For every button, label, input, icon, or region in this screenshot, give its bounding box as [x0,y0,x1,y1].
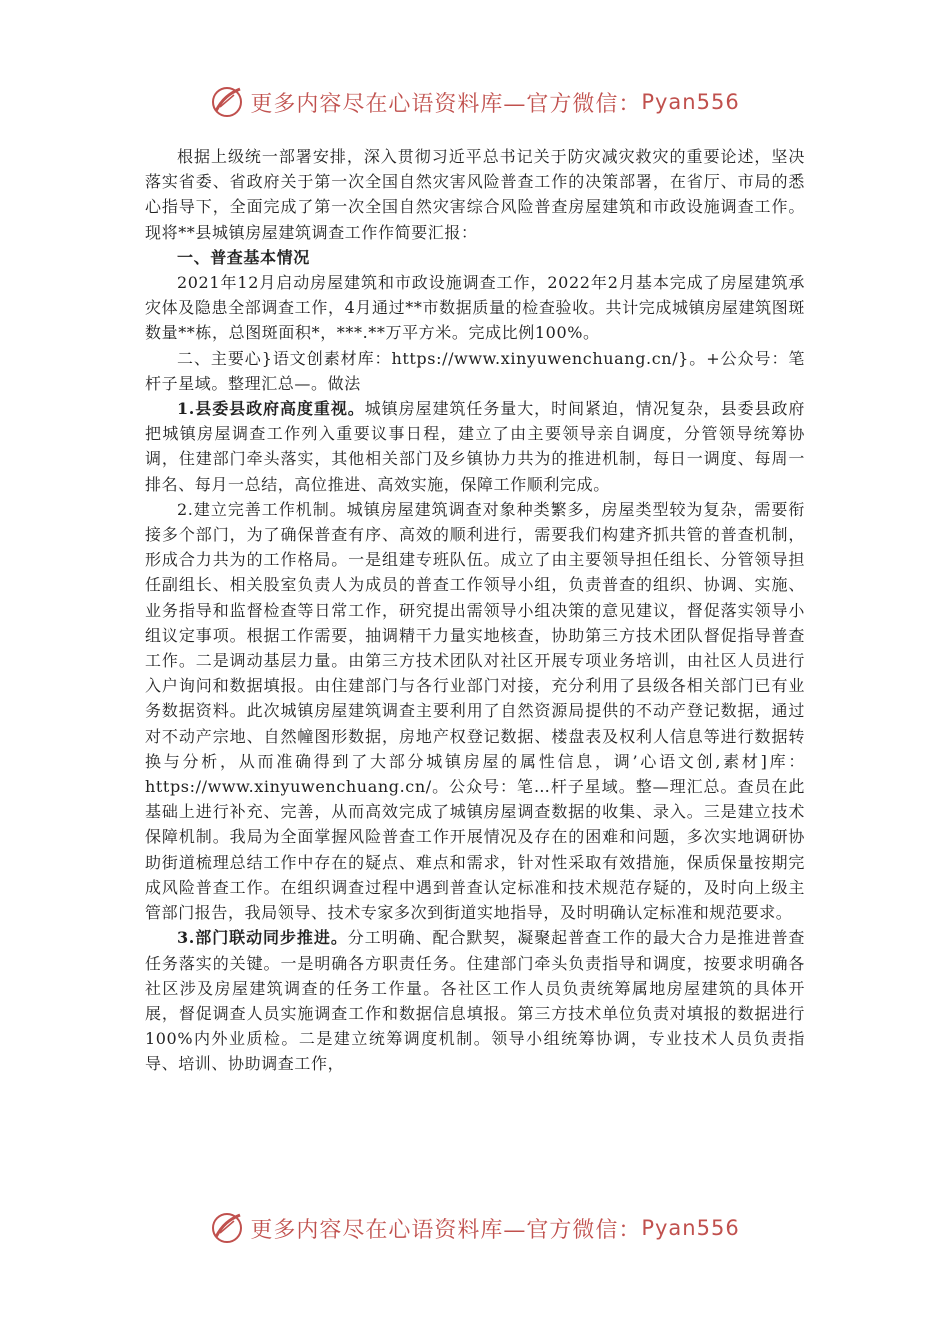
section1-paragraph: 2021年12月启动房屋建筑和市政设施调查工作，2022年2月基本完成了房屋建筑承灾体及隐患全部调查工作，4月通过**市数据质量的检查验收。共计完成城镇房屋建筑图斑数量**栋，总图斑面积*，***.**万平方米。完成比例100%。 [145,273,805,343]
item-body: 分工明确、配合默契，凝聚起普查工作的最大合力是推进普查任务落实的关键。一是明确各方职责任务。住建部门牵头负责指导和调度，按要求明确各社区涉及房屋建筑调查的任务工作量。各社区工作人员负责统筹属地房屋建筑的具体开展，督促调查人员实施调查工作和数据信息填报。第三方技术单位负责对填报的数据进行100%内外业质检。二是建立统筹调度机制。领导小组统筹协调，专业技术人员负责指导、培训、协助调查工作， [145,928,805,1074]
item-paragraph-3 [145,925,805,1076]
document-body [145,144,805,1077]
intro-paragraph: 根据上级统一部署安排，深入贯彻习近平总书记关于防灾减灾救灾的重要论述，坚决落实省委、省政府关于第一次全国自然灾害风险普查工作的决策部署，在省厅、市局的悉心指导下，全面完成了第一次全国自然灾害综合风险普查房屋建筑和市政设施调查工作。现将**县城镇房屋建筑调查工作作简要汇报： [145,147,805,242]
banner-id: Pyan556 [641,90,740,114]
banner-text: 更多内容尽在心语资料库—官方微信： [250,91,642,117]
pen-logo-icon [210,85,244,119]
item-paragraph-1 [145,396,805,497]
banner-id: Pyan556 [641,1216,740,1240]
item-body: 城镇房屋建筑调查对象种类繁多，房屋类型较为复杂，需要衔接多个部门，为了确保普查有序、高效的顺利进行，需要我们构建齐抓共管的普查机制，形成合力共为的工作格局。一是组建专班队伍。成立了由主要领导担任组长、分管领导担任副组长、相关股室负责人为成员的普查工作领导小组，负责普查的组织、协调、实施、业务指导和监督检查等日常工作，研究提出需领导小组决策的意见建议，督促落实领导小组议定事项。根据工作需要，抽调精干力量实地核查，协助第三方技术团队督促指导普查工作。二是调动基层力量。由第三方技术团队对社区开展专项业务培训，由社区人员进行入户询问和数据填报。由住建部门与各行业部门对接，充分利用了县级各相关部门已有业务数据资料。此次城镇房屋建筑调查主要利用了自然资源局提供的不动产登记数据，通过对不动产宗地、自然幢图形数据，房地产权登记数据、楼盘表及权利人信息等进行数据转换与分析，从而准确得到了大部分城镇房屋的属性信息，调’心语文创,素材]库：https://www.xinyuwenchuang.cn/。公众号：笔…杆子星域。整—理汇总。查员在此基础上进行补充、完善，从而高效完成了城镇房屋调查数据的收集、录入。三是建立技术保障机制。我局为全面掌握风险普查工作开展情况及存在的困难和问题，多次实地调研协助街道梳理总结工作中存在的疑点、难点和需求，针对性采取有效措施，保质保量按期完成风险普查工作。在组织调查过程中遇到普查认定标准和技术规范存疑的，及时向上级主管部门报告，我局领导、技术专家多次到街道实地指导，及时明确认定标准和规范要求。 [145,499,805,923]
pen-logo-icon [210,1211,244,1245]
item-body: 城镇房屋建筑任务量大，时间紧迫，情况复杂，县委县政府把城镇房屋调查工作列入重要议事日程，建立了由主要领导亲自调度，分管领导统筹协调，住建部门牵头落实，其他相关部门及乡镇协力共为的推进机制，每日一调度、每周一排名、每月一总结，高位推进、高效实施，保障工作顺利完成。 [145,399,805,494]
header-banner [0,80,950,124]
banner-text: 更多内容尽在心语资料库—官方微信： [250,1217,642,1243]
section2-heading: 二、主要心}语文创素材库：https://www.xinyuwenchuang.cn/}。+公众号：笔杆子星域。整理汇总—。做法 [145,348,805,393]
footer-banner [0,1206,950,1250]
item-paragraph-2 [145,497,805,925]
item-title: 3.部门联动同步推进。 [177,928,348,948]
item-title: 2.建立完善工作机制。 [177,499,347,519]
section1-heading: 一、普查基本情况 [177,247,310,267]
item-title: 1.县委县政府高度重视。 [177,399,365,419]
